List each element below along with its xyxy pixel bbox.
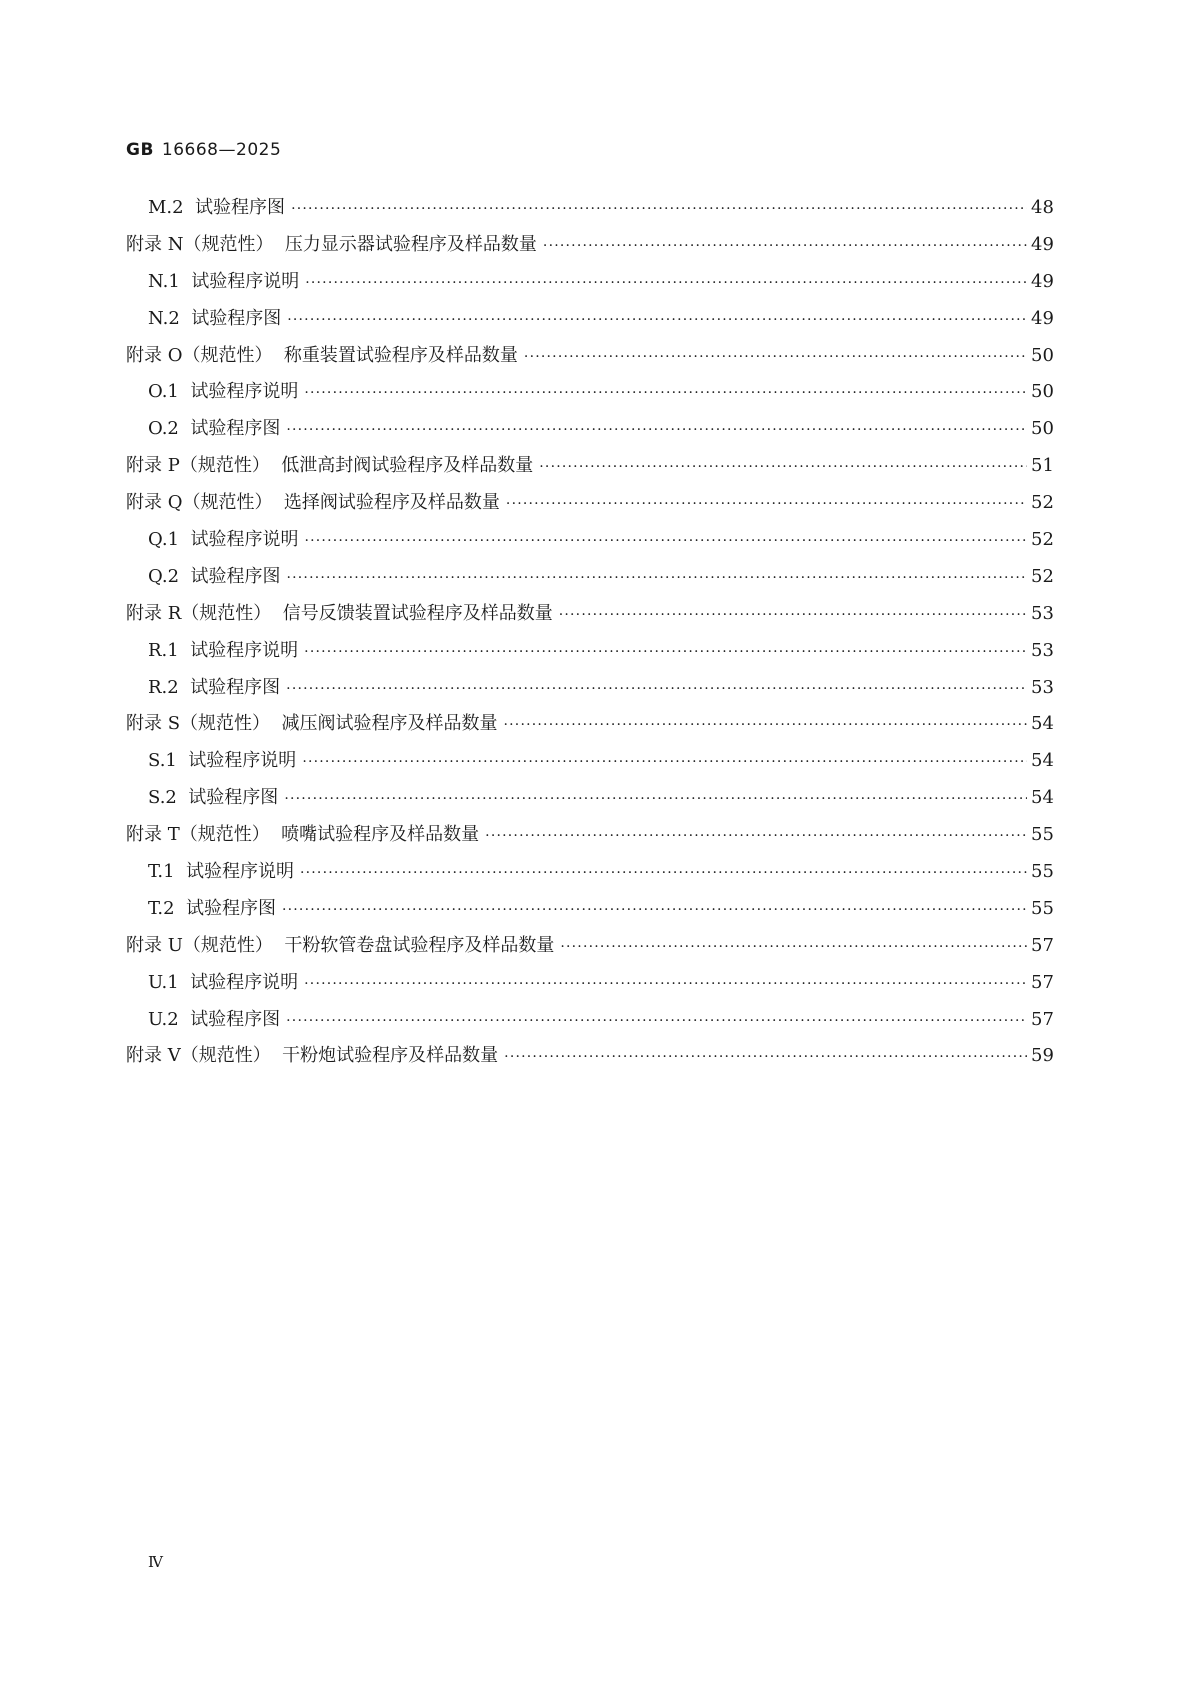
toc-subentry[interactable] [126, 304, 1053, 341]
document-header [126, 140, 281, 160]
toc-subentry[interactable] [126, 783, 1053, 820]
toc-entry-page: 50 [1031, 418, 1054, 440]
toc-dot-leader [543, 238, 1027, 254]
toc-entry-label: 附录 S（规范性） 减压阀试验程序及样品数量 [126, 713, 498, 735]
toc-subentry[interactable] [126, 894, 1053, 931]
toc-entry-page: 53 [1031, 602, 1054, 624]
toc-dot-leader [286, 1013, 1027, 1029]
toc-entry-label: U.1 试验程序说明 [148, 971, 299, 993]
toc-subentry[interactable] [126, 1005, 1053, 1042]
toc-dot-leader [506, 496, 1027, 512]
toc-entry-label: 附录 R（规范性） 信号反馈装置试验程序及样品数量 [126, 602, 553, 624]
toc-entry-label: 附录 T（规范性） 喷嘴试验程序及样品数量 [126, 824, 480, 846]
toc-subentry[interactable] [126, 857, 1053, 894]
toc-entry[interactable] [126, 931, 1053, 968]
toc-entry-page: 49 [1031, 270, 1054, 292]
toc-entry-label: M.2 试验程序图 [148, 197, 286, 218]
toc-entry[interactable] [126, 709, 1053, 746]
toc-dot-leader [304, 385, 1027, 401]
toc-entry[interactable] [126, 488, 1053, 525]
toc-entry-label: R.2 试验程序图 [148, 676, 281, 698]
toc-dot-leader [282, 902, 1027, 918]
toc-dot-leader [504, 717, 1028, 733]
toc-entry-page: 52 [1031, 492, 1054, 514]
toc-dot-leader [524, 349, 1027, 365]
toc-entry-label: N.1 试验程序说明 [148, 270, 300, 292]
toc-entry-label: T.2 试验程序图 [148, 897, 276, 919]
toc-entry-label: 附录 P（规范性） 低泄高封阀试验程序及样品数量 [126, 455, 534, 477]
toc-subentry[interactable] [126, 377, 1053, 414]
toc-entry-page: 59 [1031, 1045, 1054, 1067]
toc-entry-page: 53 [1031, 676, 1054, 698]
toc-entry-page: 57 [1031, 934, 1054, 956]
toc-entry[interactable] [126, 451, 1053, 488]
toc-dot-leader [485, 828, 1027, 844]
toc-dot-leader [286, 570, 1027, 586]
toc-entry-page: 54 [1031, 787, 1054, 809]
toc-entry-label: O.1 试验程序说明 [148, 381, 299, 403]
toc-entry-page: 57 [1031, 971, 1054, 993]
page-number-footer: Ⅳ [148, 1553, 163, 1571]
toc-entry[interactable] [126, 230, 1053, 267]
standard-code: GB [126, 140, 154, 160]
toc-entry[interactable] [126, 341, 1053, 378]
toc-dot-leader [302, 754, 1027, 770]
toc-dot-leader [559, 607, 1027, 623]
toc-dot-leader [560, 939, 1027, 955]
toc-entry-page: 49 [1031, 307, 1054, 329]
toc-entry-page: 55 [1031, 861, 1054, 883]
toc-subentry[interactable] [126, 562, 1053, 599]
toc-dot-leader [304, 976, 1027, 992]
toc-entry-label: U.2 试验程序图 [148, 1008, 281, 1030]
toc-dot-leader [539, 459, 1027, 475]
toc-entry[interactable] [126, 1041, 1053, 1078]
toc-dot-leader [300, 865, 1027, 881]
toc-entry-page: 54 [1031, 750, 1054, 772]
toc-entry-label: O.2 试验程序图 [148, 418, 281, 440]
toc-entry-label: N.2 试验程序图 [148, 307, 282, 329]
toc-entry-page: 52 [1031, 529, 1054, 551]
toc-entry-page: 50 [1031, 344, 1054, 366]
toc-entry-page: 55 [1031, 897, 1054, 919]
toc-subentry[interactable] [126, 525, 1053, 562]
toc-entry-label: S.2 试验程序图 [148, 787, 279, 809]
toc-entry-label: S.1 试验程序说明 [148, 750, 297, 772]
toc-entry-page: 52 [1031, 565, 1054, 587]
toc-subentry[interactable] [126, 673, 1053, 710]
toc-dot-leader [304, 533, 1027, 549]
toc-subentry[interactable] [126, 414, 1053, 451]
toc-entry-page: 55 [1031, 824, 1054, 846]
toc-dot-leader [304, 644, 1027, 660]
toc-entry-label: 附录 O（规范性） 称重装置试验程序及样品数量 [126, 344, 518, 366]
toc-dot-leader [305, 275, 1027, 291]
toc-dot-leader [291, 201, 1027, 217]
toc-subentry[interactable] [126, 636, 1053, 673]
toc-dot-leader [286, 681, 1027, 697]
toc-entry-label: 附录 U（规范性） 干粉软管卷盘试验程序及样品数量 [126, 934, 555, 956]
toc-dot-leader [284, 791, 1027, 807]
toc-dot-leader [286, 422, 1027, 438]
toc-entry-label: 附录 Q（规范性） 选择阀试验程序及样品数量 [126, 492, 500, 514]
toc-entry[interactable] [126, 820, 1053, 857]
toc-subentry[interactable] [126, 746, 1053, 783]
toc-entry-label: T.1 试验程序说明 [148, 861, 294, 883]
toc-entry[interactable] [126, 599, 1053, 636]
toc-entry-page: 50 [1031, 381, 1054, 403]
toc-entry-page: 53 [1031, 639, 1054, 661]
toc-entry-label: 附录 N（规范性） 压力显示器试验程序及样品数量 [126, 233, 537, 255]
toc-entry-label: Q.1 试验程序说明 [148, 529, 299, 551]
toc-entry-page: 57 [1031, 1008, 1054, 1030]
toc-dot-leader [504, 1049, 1027, 1065]
standard-number: 16668—2025 [161, 140, 282, 160]
toc-entry-page: 49 [1031, 233, 1054, 255]
toc-entry-page: 54 [1031, 713, 1054, 735]
toc-subentry[interactable] [126, 968, 1053, 1005]
toc-entry-label: Q.2 试验程序图 [148, 565, 281, 587]
toc-entry-label: 附录 V（规范性） 干粉炮试验程序及样品数量 [126, 1045, 499, 1067]
toc-entry-label: R.1 试验程序说明 [148, 639, 299, 661]
toc-dot-leader [287, 312, 1027, 328]
toc-subentry[interactable] [126, 193, 1053, 230]
toc-subentry[interactable] [126, 267, 1053, 304]
toc-entry-page: 48 [1031, 197, 1054, 218]
toc-entry-page: 51 [1031, 455, 1054, 477]
table-of-contents [126, 193, 1053, 1078]
